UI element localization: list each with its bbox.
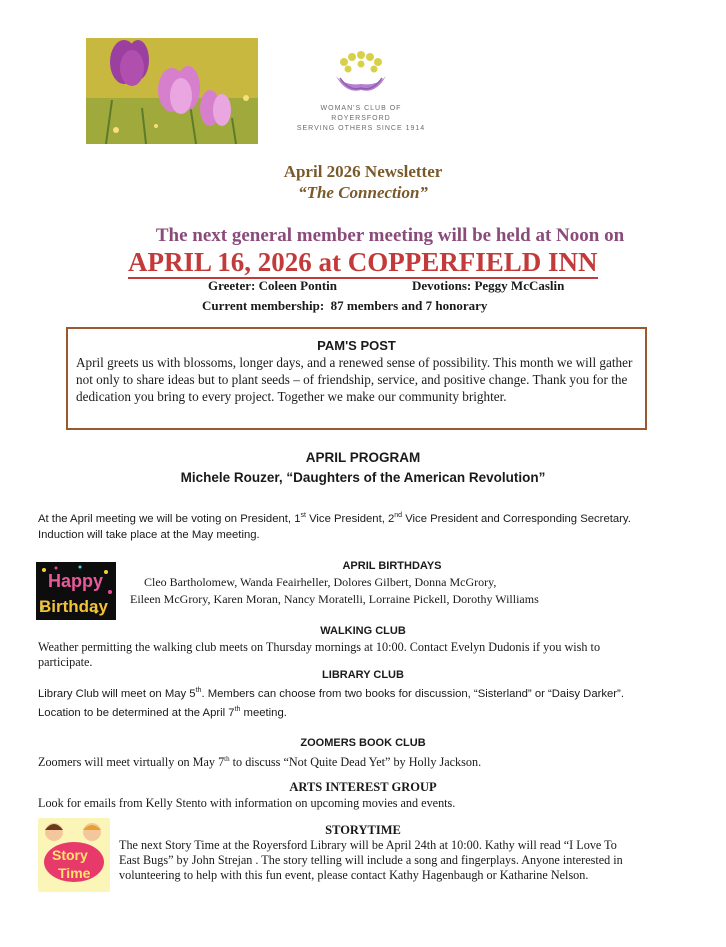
happy-text: Happy [48,571,104,591]
voting-line-1: At the April meeting we will be voting on President, 1st Vice President, 2nd Vice President and Corresponding Secretary. [38,512,631,525]
story-text: Story [52,847,88,863]
birthdays-line-2: Eileen McGrory, Karen Moran, Nancy Moratelli, Lorraine Pickell, Dorothy Williams [130,592,539,606]
meeting-date-place: APRIL 16, 2026 at COPPERFIELD INN [128,247,598,277]
birthdays-heading: APRIL BIRTHDAYS [342,560,442,572]
devotions: Devotions: Peggy McCaslin [412,278,565,293]
newsletter-subtitle: “The Connection” [298,183,428,202]
club-name-line1: WOMAN'S CLUB OF ROYERSFORD [320,105,402,122]
meeting-announcement: The next general member meeting will be held at Noon on [155,225,625,246]
walking-club-text [38,640,718,670]
zoomers-heading: ZOOMERS BOOK CLUB [300,737,426,749]
program-heading: APRIL PROGRAM [305,450,421,465]
voting-line-2: Induction will take place at the May meeting. [38,528,260,541]
club-motto: SERVING OTHERS SINCE 1914 [296,125,426,132]
library-club-text [38,683,718,721]
pams-post-text: April greets us with blossoms, longer days, and a renewed sense of possibility. This month we will gather not only to share ideas but to plant seeds – of friendship, service, and positive change. Thank you for the dedication you bring to every project. Together we make our community brighter. [76,355,633,404]
arts-text: Look for emails from Kelly Stento with information on upcoming movies and events. [38,796,456,810]
library-line-1: Library Club will meet on May 5th. Members can choose from two books for discussion, “Sisterland” or “Daisy Darker”. [38,687,624,700]
membership-count: Current membership: 87 members and 7 honorary [202,298,488,313]
club-name [296,104,426,134]
pams-post-box [66,327,647,430]
arts-heading: ARTS INTEREST GROUP [289,780,437,794]
walking-club-heading: WALKING CLUB [320,625,406,637]
storytime-line-1: The next Story Time at the Royersford Library will be April 24th at 10:00. Kathy will read “I Love To [119,838,617,852]
library-line-2: Location to be determined at the April 7th meeting. [38,705,287,719]
zoomers-text: Zoomers will meet virtually on May 7th to discuss “Not Quite Dead Yet” by Holly Jackson. [38,755,482,770]
storytime-line-3: volunteering to help with this fun event, please contact Kathy Hagenbaugh or Katharine Nelson. [119,868,589,882]
birthday-text: Birthday [39,597,108,616]
pams-post-heading: PAM'S POST [317,338,396,353]
crocus-photo [86,38,258,144]
walking-line-1: Weather permitting the walking club meets on Thursday mornings at 10:00. Contact Evelyn Dudonis if you wish to [38,640,601,654]
library-club-heading: LIBRARY CLUB [322,669,404,681]
birthdays-line-1: Cleo Bartholomew, Wanda Feairheller, Dolores Gilbert, Donna McGrory, [144,575,497,589]
program-speaker: Michele Rouzer, “Daughters of the American Revolution” [180,470,546,485]
walking-line-2: participate. [38,655,93,669]
storytime-line-2: East Bugs” by John Strejan . The story telling will include a song and fingerplays. Anyone interested in [119,853,623,867]
storytime-text [119,838,719,883]
voting-notice [38,508,698,543]
storytime-heading: STORYTIME [325,823,401,837]
greeter: Greeter: Coleen Pontin [208,278,337,293]
time-text: Time [58,865,91,881]
newsletter-title: April 2026 Newsletter [283,162,443,181]
